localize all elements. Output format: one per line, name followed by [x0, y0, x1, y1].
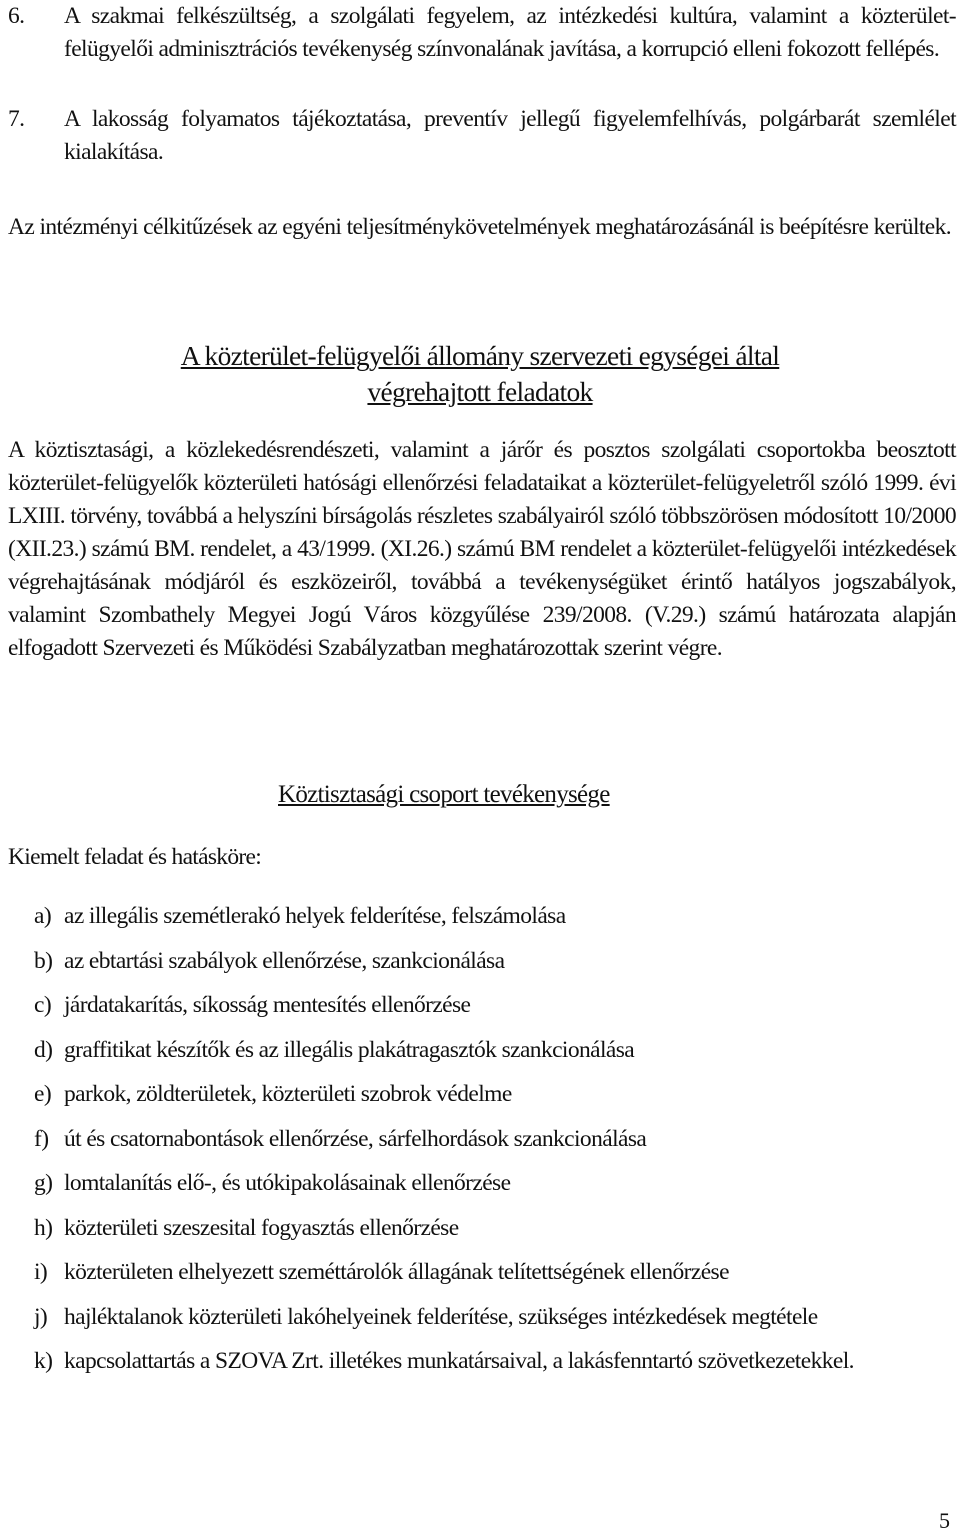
list-item: [34, 1036, 956, 1065]
list-item-text: az illegális szemétlerakó helyek felderítése, felszámolása: [64, 903, 566, 929]
list-item: [34, 1169, 956, 1198]
list-item: [34, 1125, 956, 1154]
subheading: Köztisztasági csoport tevékenysége: [278, 781, 610, 808]
list-item: [34, 1347, 956, 1376]
list-item: [34, 991, 956, 1020]
list-item-text: lomtalanítás elő-, és utókipakolásainak ellenőrzése: [64, 1170, 511, 1196]
list-item-label: a): [34, 903, 52, 929]
item-number: 7.: [8, 106, 25, 132]
item-number: 6.: [8, 3, 25, 29]
list-item-text: út és csatornabontások ellenőrzése, sárfelhordások szankcionálása: [64, 1125, 647, 1152]
list-item-text: az ebtartási szabályok ellenőrzése, szankcionálása: [64, 947, 505, 974]
list-item-label: j): [34, 1303, 48, 1330]
list-item-text: közterületi szeszesital fogyasztás ellenőrzése: [64, 1214, 459, 1241]
tasks-label: Kiemelt feladat és hatásköre:: [8, 844, 262, 870]
task-list: [34, 902, 956, 1392]
list-item-label: f): [34, 1125, 49, 1152]
list-item: [34, 947, 956, 976]
list-item-text: járdatakarítás, síkosság mentesítés ellenőrzése: [64, 992, 471, 1018]
institutional-note: Az intézményi célkitűzések az egyéni teljesítménykövetelmények meghatározásánál is beépítésre kerültek.: [8, 214, 952, 240]
list-item-label: e): [34, 1081, 52, 1107]
list-item-text: kapcsolattartás a SZOVA Zrt. illetékes munkatársaival, a lakásfenntartó szövetkezetekkel.: [64, 1348, 854, 1374]
numbered-item: [8, 103, 956, 169]
list-item-label: k): [34, 1348, 53, 1374]
page-number: 5: [939, 1508, 950, 1533]
list-item: [34, 902, 956, 931]
list-item-label: g): [34, 1170, 53, 1196]
list-item-text: parkok, zöldterületek, közterületi szobrok védelme: [64, 1081, 512, 1107]
item-text: A lakosság folyamatos tájékoztatása, preventív jellegű figyelemfelhívás, polgárbarát szemlélet kialakítása.: [64, 106, 956, 165]
list-item-label: h): [34, 1214, 53, 1241]
list-item-label: b): [34, 947, 53, 974]
section-heading-line: A közterület-felügyelői állomány szervezeti egységei által: [180, 340, 780, 371]
list-item: [34, 1303, 956, 1332]
section-heading-line: végrehajtott feladatok: [367, 376, 593, 407]
list-item-text: hajléktalanok közterületi lakóhelyeinek felderítése, szükséges intézkedések megtétele: [64, 1303, 818, 1330]
list-item: [34, 1080, 956, 1109]
list-item-label: i): [34, 1259, 48, 1285]
list-item-text: közterületen elhelyezett szeméttárolók állagának telítettségének ellenőrzése: [64, 1259, 729, 1285]
list-item-text: graffitikat készítők és az illegális plakátragasztók szankcionálása: [64, 1036, 635, 1063]
list-item-label: c): [34, 992, 52, 1018]
section-heading: [0, 338, 960, 410]
item-text: A szakmai felkészültség, a szolgálati fegyelem, az intézkedési kultúra, valamint a közterület-felügyelői adminisztrációs tevékenység színvonalának javítása, a korrupció elleni fokozott fellépés.: [64, 3, 956, 62]
main-paragraph: A köztisztasági, a közlekedésrendészeti, valamint a járőr és posztos szolgálati csoportokba beosztott közterület-felügyelők közterületi hatósági ellenőrzési feladataikat a közterület-felügyeletről szóló 1999. évi LXIII. törvény, továbbá a helyszíni bírságolás részletes szabályairól szóló többszörösen módosított 10/2000 (XII.23.) számú BM. rendelet, a 43/1999. (XI.26.) számú BM rendelet a közterület-felügyelői intézkedések végrehajtásának módjáról és eszközeiről, továbbá a tevékenységüket érintő hatályos jogszabályok, valamint Szombathely Megyei Jogú Város közgyűlése 239/2008. (V.29.) számú határozata alapján elfogadott Szervezeti és Működési Szabályzatban meghatározottak szerint végre.: [8, 437, 956, 661]
numbered-item: [8, 0, 956, 66]
list-item: [34, 1258, 956, 1287]
list-item: [34, 1214, 956, 1243]
list-item-label: d): [34, 1036, 53, 1063]
